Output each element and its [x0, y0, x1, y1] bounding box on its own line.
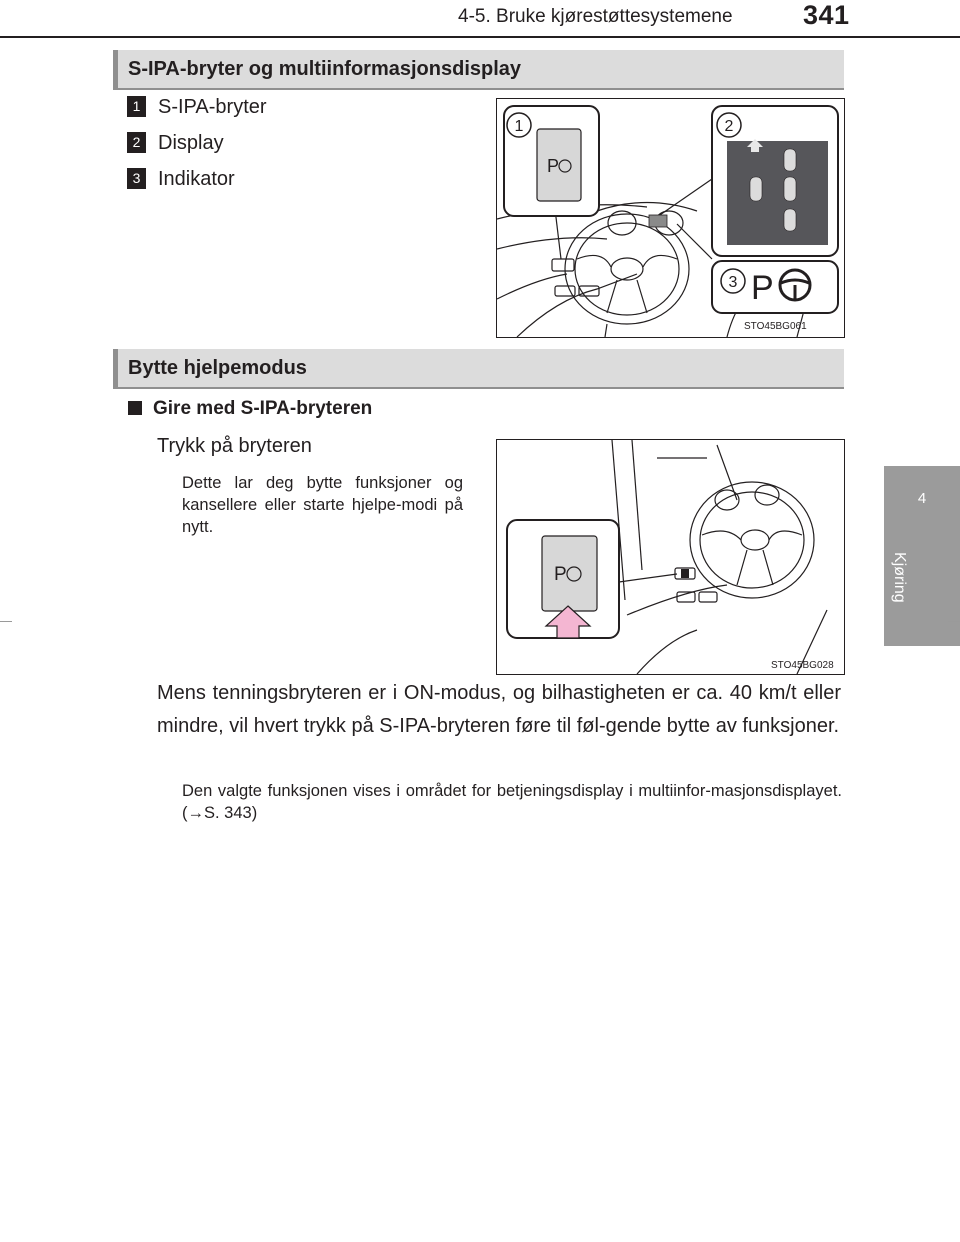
figure-code: STO45BG061: [744, 321, 807, 332]
item-number-badge: 2: [127, 132, 146, 153]
switch-p-letter: P: [554, 564, 567, 585]
callout-number: 1: [514, 118, 524, 135]
switch-press-illustration: [497, 440, 844, 674]
indicator-p-letter: P: [751, 269, 774, 307]
chapter-label: Kjøring: [891, 552, 908, 603]
figure-code: STO45BG028: [771, 660, 834, 671]
crop-mark: [0, 621, 12, 622]
callout-number: 3: [728, 274, 738, 291]
header-rule: [0, 36, 960, 38]
item-label-indicator: Indikator: [158, 168, 235, 190]
dashboard-illustration: [497, 99, 844, 337]
figure-switch-press: [496, 439, 845, 675]
figure-dashboard-overview: [496, 98, 845, 338]
section-accent: [113, 50, 118, 88]
body-paragraph: Mens tenningsbryteren er i ON-modus, og bilhastigheten er ca. 40 km/t eller mindre, vil hvert trykk på S-IPA-bryteren føre til føl-gende bytte av funksjoner.: [157, 682, 841, 737]
subheading: [128, 398, 372, 420]
switch-p-letter: P: [547, 156, 560, 176]
item-number-badge: 1: [127, 96, 146, 117]
section-title: Bytte hjelpemodus: [128, 357, 307, 379]
subheading-text: Gire med S-IPA-bryteren: [153, 398, 373, 419]
chapter-number: 4: [917, 490, 927, 507]
item-label-switch: S-IPA-bryter: [158, 96, 267, 118]
page-number: 341: [803, 0, 850, 30]
body-note: Den valgte funksjonen vises i området for betjeningsdisplay i multiinfor-masjonsdisplayet. (→S. 343): [182, 782, 842, 822]
section-header-change-mode: [113, 349, 844, 389]
section-header-switch-display: [113, 50, 844, 90]
instruction-note: Dette lar deg bytte funksjoner og kansellere eller starte hjelpe-modi på nytt.: [182, 474, 463, 536]
running-header-title: 4-5. Bruke kjørestøttesystemene: [458, 6, 733, 27]
multi-info-display: [727, 141, 828, 245]
instruction-text: Trykk på bryteren: [157, 435, 312, 457]
item-number-badge: 3: [127, 168, 146, 189]
item-label-display: Display: [158, 132, 224, 154]
bullet-square-icon: [128, 401, 142, 415]
section-title: S-IPA-bryter og multiinformasjonsdisplay: [128, 58, 522, 80]
callout-number: 2: [724, 118, 734, 135]
crop-mark: [948, 621, 960, 622]
section-accent: [113, 349, 118, 387]
